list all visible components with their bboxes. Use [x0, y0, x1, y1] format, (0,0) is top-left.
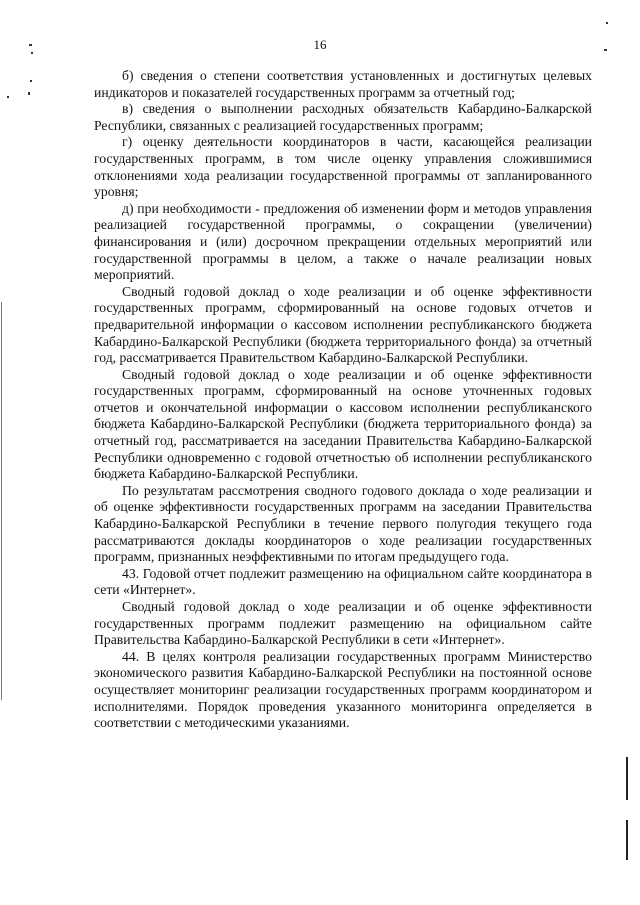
scan-margin-line [626, 820, 628, 860]
paragraph-section-43: 43. Годовой отчет подлежит размещению на официальном сайте координатора в сети «Интернет». [94, 565, 592, 598]
scan-margin-line [1, 302, 2, 700]
page-number: 16 [313, 37, 327, 52]
paragraph-item-b: б) сведения о степени соответствия установленных и достигнутых целевых индикаторов и показателей государственных программ за отчетный год; [94, 68, 592, 100]
paragraph-item-d: д) при необходимости - предложения об изменении форм и методов управления реализацией государственной программы, о сокращении (увеличении) финансирования и (или) досрочном прекращении отдельных мероприятий или государственной программы в целом, а также о начале реализации новых мероприятий. [94, 200, 592, 283]
paragraph-section-44: 44. В целях контроля реализации государственных программ Министерство экономического развития Кабардино-Балкарской Республики на постоянной основе осуществляет мониторинг реализации государственных программ координатором и исполнителями. Порядок проведения указанного мониторинга определяется в соответствии с методическими указаниями. [94, 648, 592, 731]
paragraph-final-report: Сводный годовой доклад о ходе реализации и об оценке эффективности государственных программ, сформированный на основе уточненных годовых отчетов и окончательной информации о кассовом исполнении республиканского бюджета Кабардино-Балкарской Республики (бюджета территориального фонда) за отчетный год, рассматривается на заседании Правительства Кабардино-Балкарской Республики одновременно с годовой отчетностью об исполнении республиканского бюджета Кабардино-Балкарской Республики. [94, 366, 592, 482]
scan-artifact [28, 92, 30, 95]
scan-artifact [7, 96, 9, 98]
scan-artifact [606, 22, 608, 24]
paragraph-item-v: в) сведения о выполнении расходных обязательств Кабардино-Балкарской Республики, связанных с реализацией государственных программ; [94, 101, 592, 133]
paragraph-preliminary-report: Сводный годовой доклад о ходе реализации и об оценке эффективности государственных программ, сформированный на основе годовых отчетов и предварительной информации о кассовом исполнении республиканского бюджета Кабардино-Балкарской Республики (бюджета территориального фонда) за отчетный год, рассматривается Правительством Кабардино-Балкарской Республики. [94, 283, 592, 366]
document-body [94, 68, 592, 732]
paragraph-review-results: По результатам рассмотрения сводного годового доклада о ходе реализации и об оценке эффективности государственных программ на заседании Правительства Кабардино-Балкарской Республики в течение первого полугодия текущего года рассматриваются доклады координаторов о ходе реализации государственных программ, признанных неэффективными по итогам предыдущего года. [94, 482, 592, 565]
scan-artifact [30, 80, 32, 82]
paragraph-item-g: г) оценку деятельности координаторов в части, касающейся реализации государственных программ, в том числе оценку управления сложившимися отклонениями хода реализации государственной программы от запланированного уровня; [94, 134, 592, 200]
scan-margin-line [626, 757, 628, 800]
paragraph-publication: Сводный годовой доклад о ходе реализации и об оценке эффективности государственных программ подлежит размещению на официальном сайте Правительства Кабардино-Балкарской Республики в сети «Интернет». [94, 599, 592, 648]
